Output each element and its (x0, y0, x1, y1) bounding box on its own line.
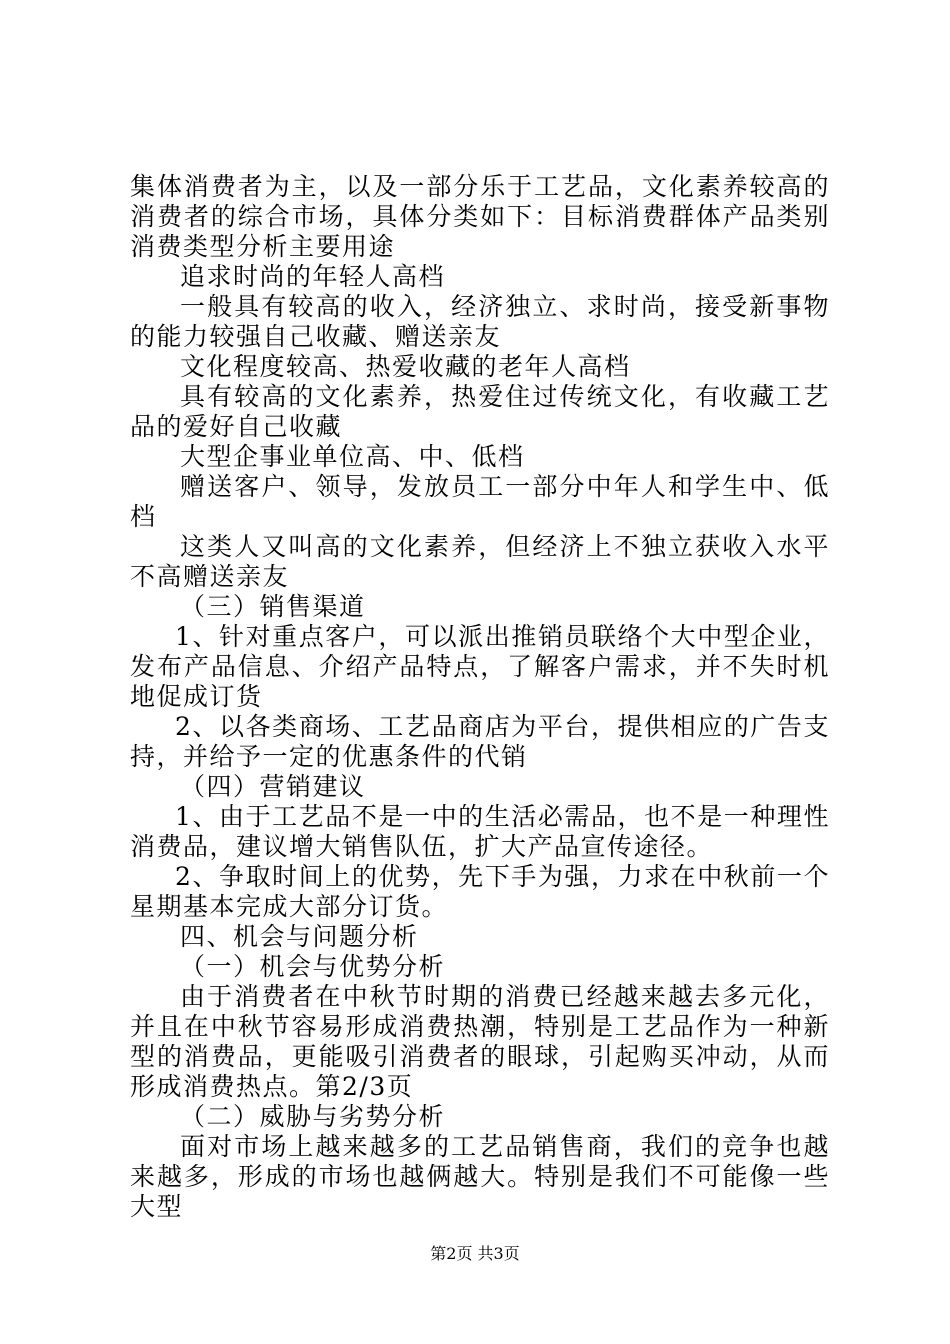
heading-sales-channels: （三）销售渠道 (180, 592, 366, 621)
paragraph-culture-description: 具有较高的文化素养，热爱住过传统文化，有收藏工艺品的爱好自己收藏 (130, 382, 830, 441)
heading-opportunities-strengths: （一）机会与优势分析 (180, 952, 446, 981)
paragraph-threats: 面对市场上越来越多的工艺品销售商，我们的竞争也越来越多，形成的市场也越俩越大。特别是我们不可能像一些大型 (130, 1132, 830, 1221)
paragraph-students: 这类人又叫高的文化素养，但经济上不独立获收入水平不高赠送亲友 (130, 532, 830, 591)
paragraph-advice-2: 2、争取时间上的优势，先下手为强，力求在中秋前一个星期基本完成大部分订货。 (130, 862, 830, 921)
paragraph-channel-2: 2、以各类商场、工艺品商店为平台，提供相应的广告支持，并给予一定的优惠条件的代销 (130, 712, 830, 771)
paragraph-young-fashion: 追求时尚的年轻人高档 (180, 262, 446, 291)
paragraph-advice-1: 1、由于工艺品不是一中的生活必需品，也不是一种理性消费品，建议增大销售队伍，扩大产品宣传途径。 (130, 802, 830, 861)
document-body (130, 172, 830, 1222)
paragraph-elderly-collectors: 文化程度较高、热爱收藏的老年人高档 (180, 352, 631, 381)
paragraph-consumer-groups: 集体消费者为主，以及一部分乐于工艺品，文化素养较高的消费者的综合市场，具体分类如下：目标消费群体产品类别消费类型分析主要用途 (130, 172, 830, 261)
page-footer (0, 1244, 950, 1264)
heading-opportunity-analysis: 四、机会与问题分析 (180, 922, 419, 951)
page-number-label: 第2页 共3页 (430, 1244, 520, 1263)
heading-marketing-advice: （四）营销建议 (180, 772, 366, 801)
paragraph-opportunities: 由于消费者在中秋节时期的消费已经越来越去多元化，并且在中秋节容易形成消费热潮，特别是工艺品作为一种新型的消费品，更能吸引消费者的眼球，引起购买冲动，从而形成消费热点。第2/3页 (130, 982, 830, 1101)
paragraph-income-description: 一般具有较高的收入，经济独立、求时尚，接受新事物的能力较强自己收藏、赠送亲友 (130, 292, 830, 351)
paragraph-enterprises: 大型企事业单位高、中、低档 (180, 442, 525, 471)
heading-threats-weaknesses: （二）威胁与劣势分析 (180, 1102, 446, 1131)
paragraph-channel-1: 1、针对重点客户，可以派出推销员联络个大中型企业，发布产品信息、介绍产品特点，了解客户需求，并不失时机地促成订货 (130, 622, 830, 711)
paragraph-gifts-staff: 赠送客户、领导，发放员工一部分中年人和学生中、低档 (130, 472, 830, 531)
